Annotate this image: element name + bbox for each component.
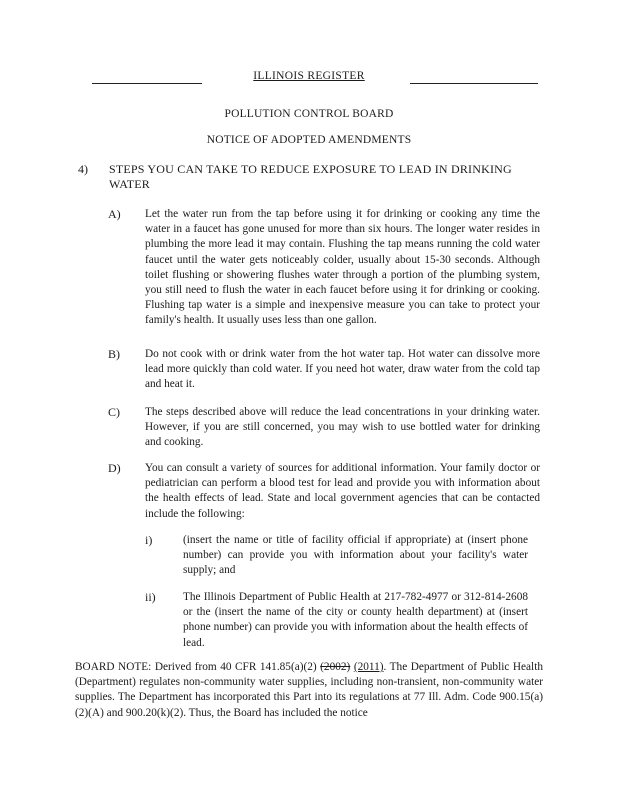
board-note-part1: BOARD NOTE: Derived from 40 CFR 141.85(a)(2) — [75, 661, 321, 673]
notice-heading: NOTICE OF ADOPTED AMENDMENTS — [206, 134, 412, 146]
board-note-deleted-year: (2002) — [320, 661, 351, 673]
register-heading — [0, 70, 618, 82]
item-label-b: B) — [108, 347, 120, 361]
item-text-a: Let the water run from the tap before using it for drinking or cooking any time the water in a faucet has gone unused for more than six hours. The longer water resides in plumbing the more lead it may contain. Flushing the tap means running the cold water faucet until the water gets noticeably colder, usually about 15-30 seconds. Although toilet flushing or showering flushes water through a portion of the plumbing system, you still need to flush the water in each faucet before using it for drinking or cooking. Flushing tap water is a simple and inexpensive measure you can take to protect your family's health. It usually uses less than one gallon. — [145, 208, 540, 327]
item-text-c: The steps described above will reduce the lead concentrations in your drinking water. However, if you are still concerned, you may wish to use bottled water for drinking and cooking. — [145, 406, 540, 449]
subitem-label-i: i) — [145, 533, 153, 547]
subitem-text-i: (insert the name or title of facility official if appropriate) at (insert phone number) can provide you with information about your facility's water supply; and — [183, 534, 528, 577]
header-rule-left — [92, 83, 202, 84]
item-label-d: D) — [108, 461, 121, 475]
register-title: ILLINOIS REGISTER — [253, 70, 365, 82]
header-rule-right — [410, 83, 538, 84]
board-note — [75, 660, 543, 721]
board-heading: POLLUTION CONTROL BOARD — [224, 108, 394, 120]
board-note-inserted-year: (2011) — [353, 661, 384, 673]
item-text-b: Do not cook with or drink water from the hot water tap. Hot water can dissolve more lead more quickly than cold water. If you need hot water, draw water from the cold tap and heat it. — [145, 348, 540, 391]
item-label-c: C) — [108, 405, 120, 419]
section-title: STEPS YOU CAN TAKE TO REDUCE EXPOSURE TO LEAD IN DRINKING WATER — [109, 162, 512, 191]
item-text-d: You can consult a variety of sources for additional information. Your family doctor or pediatrician can perform a blood test for lead and provide you with information about the health effects of lead. State and local government agencies that can be contacted include the following: — [145, 462, 540, 520]
subitem-label-ii: ii) — [145, 590, 156, 604]
subitem-text-ii: The Illinois Department of Public Health at 217-782-4977 or 312-814-2608 or the (insert the name of the city or county health department) at (insert phone number) can provide you with information about the health effects of lead. — [183, 591, 528, 649]
item-label-a: A) — [108, 207, 121, 221]
section-letter: 4) — [78, 162, 88, 176]
board-note-part2: . The Department of Public Health (Department) regulates non-community water supplies, including non-transient, non-community water supplies. The Department has incorporated this Part into its regulations at 77 Ill. Adm. Code 900.15(a)(2)(A) and 900.20(k)(2). Thus, the Board has included the notice — [75, 661, 543, 719]
